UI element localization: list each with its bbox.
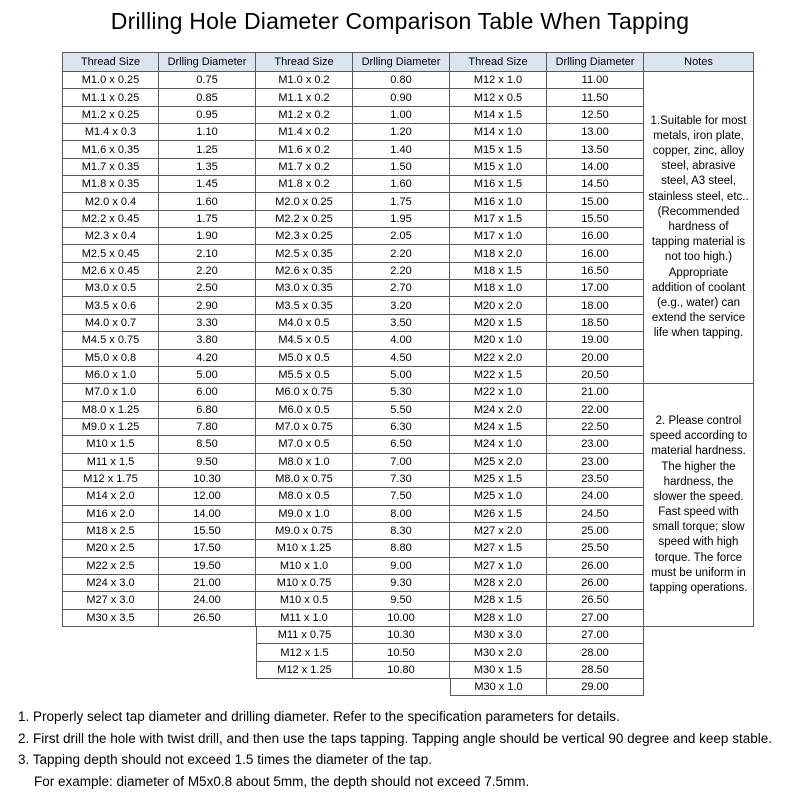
drill-diameter-cell: 17.50 xyxy=(159,540,256,557)
thread-size-cell: M2.6 x 0.45 xyxy=(62,263,159,280)
thread-size-cell: M18 x 1.0 xyxy=(450,280,547,297)
drill-diameter-cell: 5.00 xyxy=(353,367,450,384)
drill-diameter-cell: 21.00 xyxy=(547,384,644,401)
thread-size-cell: M8.0 x 0.75 xyxy=(256,471,353,488)
drill-diameter-cell: 5.00 xyxy=(159,367,256,384)
drill-diameter-cell: 26.00 xyxy=(547,558,644,575)
drill-diameter-cell: 19.50 xyxy=(159,558,256,575)
drill-diameter-cell: 1.40 xyxy=(353,141,450,158)
col-header-thread-size: Thread Size xyxy=(62,52,159,72)
drill-diameter-cell: 7.00 xyxy=(353,454,450,471)
notes-cell-1: 1.Suitable for most metals, iron plate, copper, zinc, alloy steel, abrasive steel, A3 steel, stainless steel, etc..(Recommended hardness of tapping material is not too high.) Appropriate addition of coolant (e.g., water) can extend the service life when tapping. xyxy=(644,72,754,384)
drill-diameter-cell: 3.30 xyxy=(159,315,256,332)
drill-diameter-cell: 10.30 xyxy=(353,627,450,644)
thread-size-cell: M1.1 x 0.25 xyxy=(62,89,159,106)
thread-size-cell: M25 x 1.5 xyxy=(450,471,547,488)
drill-diameter-cell: 4.50 xyxy=(353,350,450,367)
thread-size-cell: M27 x 3.0 xyxy=(62,592,159,609)
thread-size-cell: M1.6 x 0.2 xyxy=(256,141,353,158)
thread-size-cell: M22 x 2.5 xyxy=(62,558,159,575)
drill-diameter-cell: 2.10 xyxy=(159,245,256,262)
thread-size-cell: M16 x 2.0 xyxy=(62,506,159,523)
drill-diameter-cell: 26.50 xyxy=(547,592,644,609)
drill-diameter-cell: 1.45 xyxy=(159,176,256,193)
thread-size-cell: M1.4 x 0.3 xyxy=(62,124,159,141)
drill-diameter-cell: 28.50 xyxy=(547,662,644,679)
thread-size-cell: M2.3 x 0.25 xyxy=(256,228,353,245)
thread-size-cell: M15 x 1.0 xyxy=(450,159,547,176)
thread-size-cell: M7.0 x 0.5 xyxy=(256,436,353,453)
drill-diameter-cell: 3.50 xyxy=(353,315,450,332)
col-header-thread-size: Thread Size xyxy=(450,52,547,72)
drill-diameter-cell: 24.00 xyxy=(159,592,256,609)
thread-size-cell: M1.2 x 0.25 xyxy=(62,107,159,124)
drill-diameter-cell: 1.60 xyxy=(353,176,450,193)
thread-size-cell: M11 x 1.0 xyxy=(256,610,353,627)
drill-diameter-cell: 28.00 xyxy=(547,644,644,661)
drill-diameter-cell: 24.00 xyxy=(547,488,644,505)
thread-size-cell: M26 x 1.5 xyxy=(450,506,547,523)
drill-diameter-cell: 12.00 xyxy=(159,488,256,505)
thread-size-cell: M24 x 1.5 xyxy=(450,419,547,436)
thread-size-cell: M24 x 1.0 xyxy=(450,436,547,453)
footnote-example: For example: diameter of M5x0.8 about 5mm, the depth should not exceed 7.5mm. xyxy=(34,773,530,789)
thread-size-cell: M1.7 x 0.35 xyxy=(62,159,159,176)
thread-size-cell: M3.5 x 0.35 xyxy=(256,297,353,314)
drill-diameter-cell: 10.00 xyxy=(353,610,450,627)
drill-diameter-cell: 0.80 xyxy=(353,72,450,89)
drill-diameter-cell: 9.30 xyxy=(353,575,450,592)
thread-size-cell: M17 x 1.5 xyxy=(450,211,547,228)
drill-diameter-cell: 0.95 xyxy=(159,107,256,124)
drill-diameter-cell: 1.25 xyxy=(159,141,256,158)
thread-size-cell: M10 x 1.0 xyxy=(256,558,353,575)
thread-size-cell: M20 x 1.5 xyxy=(450,315,547,332)
thread-size-cell: M25 x 1.0 xyxy=(450,488,547,505)
thread-size-cell: M14 x 1.0 xyxy=(450,124,547,141)
drill-diameter-cell: 4.20 xyxy=(159,350,256,367)
drill-diameter-cell: 27.00 xyxy=(547,627,644,644)
drill-diameter-cell: 11.00 xyxy=(547,72,644,89)
thread-size-cell: M12 x 0.5 xyxy=(450,89,547,106)
drill-diameter-cell: 22.50 xyxy=(547,419,644,436)
thread-size-cell: M27 x 2.0 xyxy=(450,523,547,540)
drill-diameter-cell: 4.00 xyxy=(353,332,450,349)
thread-size-cell: M4.0 x 0.7 xyxy=(62,315,159,332)
footnote-1: 1. Properly select tap diameter and drilling diameter. Refer to the specification parameters for details. xyxy=(18,709,620,724)
thread-size-cell: M30 x 2.0 xyxy=(450,644,547,661)
drill-diameter-cell: 29.00 xyxy=(547,679,644,696)
drill-diameter-cell: 1.75 xyxy=(353,193,450,210)
drill-diameter-cell: 1.35 xyxy=(159,159,256,176)
thread-size-cell: M7.0 x 1.0 xyxy=(62,384,159,401)
drill-diameter-cell: 0.90 xyxy=(353,89,450,106)
drill-diameter-cell: 26.50 xyxy=(159,610,256,627)
drill-diameter-cell: 2.50 xyxy=(159,280,256,297)
thread-size-cell: M16 x 1.0 xyxy=(450,193,547,210)
thread-size-cell: M14 x 2.0 xyxy=(62,488,159,505)
drill-diameter-cell: 18.00 xyxy=(547,297,644,314)
drill-diameter-cell: 0.85 xyxy=(159,89,256,106)
drill-diameter-cell: 9.50 xyxy=(159,454,256,471)
drill-diameter-cell: 22.00 xyxy=(547,402,644,419)
thread-size-cell: M2.0 x 0.25 xyxy=(256,193,353,210)
thread-size-cell: M8.0 x 0.5 xyxy=(256,488,353,505)
drill-diameter-cell: 2.20 xyxy=(353,263,450,280)
thread-size-cell: M3.0 x 0.35 xyxy=(256,280,353,297)
drill-diameter-cell: 1.00 xyxy=(353,107,450,124)
thread-size-cell: M28 x 2.0 xyxy=(450,575,547,592)
thread-size-cell: M18 x 2.5 xyxy=(62,523,159,540)
thread-size-cell: M24 x 2.0 xyxy=(450,402,547,419)
drill-diameter-cell: 10.50 xyxy=(353,644,450,661)
drill-diameter-cell: 25.50 xyxy=(547,540,644,557)
drill-diameter-cell: 3.20 xyxy=(353,297,450,314)
notes-cell-2: 2. Please control speed according to material hardness. The higher the hardness, the slower the speed. Fast speed with small torque; slow speed with high torque. The force must be uniform in tapping operations. xyxy=(644,384,754,627)
thread-size-cell: M22 x 2.0 xyxy=(450,350,547,367)
thread-size-cell: M1.1 x 0.2 xyxy=(256,89,353,106)
drill-diameter-cell: 2.05 xyxy=(353,228,450,245)
thread-size-cell: M8.0 x 1.25 xyxy=(62,402,159,419)
thread-size-cell: M9.0 x 1.25 xyxy=(62,419,159,436)
thread-size-cell: M24 x 3.0 xyxy=(62,575,159,592)
col-header-drilling-diameter: Drlling Diameter xyxy=(353,52,450,72)
thread-size-cell: M2.5 x 0.35 xyxy=(256,245,353,262)
col-header-notes: Notes xyxy=(644,52,754,72)
drill-diameter-cell: 2.20 xyxy=(353,245,450,262)
thread-size-cell: M27 x 1.0 xyxy=(450,558,547,575)
thread-size-cell: M1.6 x 0.35 xyxy=(62,141,159,158)
col-header-thread-size: Thread Size xyxy=(256,52,353,72)
thread-size-cell: M1.0 x 0.25 xyxy=(62,72,159,89)
thread-size-cell: M28 x 1.5 xyxy=(450,592,547,609)
thread-size-cell: M9.0 x 1.0 xyxy=(256,506,353,523)
drill-diameter-cell: 10.30 xyxy=(159,471,256,488)
drill-diameter-cell: 2.70 xyxy=(353,280,450,297)
thread-size-cell: M25 x 2.0 xyxy=(450,454,547,471)
drill-diameter-cell: 20.00 xyxy=(547,350,644,367)
drill-diameter-cell: 16.00 xyxy=(547,245,644,262)
drill-diameter-cell: 6.50 xyxy=(353,436,450,453)
thread-size-cell: M11 x 0.75 xyxy=(256,627,353,644)
thread-size-cell: M1.2 x 0.2 xyxy=(256,107,353,124)
drill-diameter-cell: 23.00 xyxy=(547,436,644,453)
drill-diameter-cell: 18.50 xyxy=(547,315,644,332)
drill-diameter-cell: 2.90 xyxy=(159,297,256,314)
drill-diameter-cell: 24.50 xyxy=(547,506,644,523)
drill-diameter-cell: 10.80 xyxy=(353,662,450,679)
page-title: Drilling Hole Diameter Comparison Table When Tapping xyxy=(110,8,690,34)
thread-size-cell: M5.5 x 0.5 xyxy=(256,367,353,384)
drill-diameter-cell: 14.00 xyxy=(159,506,256,523)
thread-size-cell: M12 x 1.25 xyxy=(256,662,353,679)
drill-diameter-cell: 14.50 xyxy=(547,176,644,193)
thread-size-cell: M2.5 x 0.45 xyxy=(62,245,159,262)
thread-size-cell: M10 x 0.5 xyxy=(256,592,353,609)
drill-diameter-cell: 23.50 xyxy=(547,471,644,488)
thread-size-cell: M2.0 x 0.4 xyxy=(62,193,159,210)
footnotes xyxy=(18,709,772,795)
drill-diameter-cell: 9.50 xyxy=(353,592,450,609)
drill-diameter-cell: 1.10 xyxy=(159,124,256,141)
thread-size-cell: M30 x 1.0 xyxy=(450,679,547,696)
drill-diameter-cell: 5.30 xyxy=(353,384,450,401)
thread-size-cell: M8.0 x 1.0 xyxy=(256,454,353,471)
drill-diameter-cell: 0.75 xyxy=(159,72,256,89)
drill-diameter-cell: 1.90 xyxy=(159,228,256,245)
drill-diameter-cell: 14.00 xyxy=(547,159,644,176)
thread-size-cell: M1.8 x 0.35 xyxy=(62,176,159,193)
drill-diameter-cell: 7.30 xyxy=(353,471,450,488)
thread-size-cell: M4.5 x 0.75 xyxy=(62,332,159,349)
thread-size-cell: M4.5 x 0.5 xyxy=(256,332,353,349)
drill-diameter-cell: 16.00 xyxy=(547,228,644,245)
footnote-2: 2. First drill the hole with twist drill, and then use the taps tapping. Tapping angle should be vertical 90 degree and keep stable. xyxy=(18,730,772,746)
thread-size-cell: M16 x 1.5 xyxy=(450,176,547,193)
drill-diameter-cell: 9.00 xyxy=(353,558,450,575)
thread-size-cell: M4.0 x 0.5 xyxy=(256,315,353,332)
thread-size-cell: M18 x 2.0 xyxy=(450,245,547,262)
drill-diameter-cell: 13.50 xyxy=(547,141,644,158)
drill-diameter-cell: 16.50 xyxy=(547,263,644,280)
drill-diameter-cell: 8.00 xyxy=(353,506,450,523)
thread-size-cell: M2.2 x 0.25 xyxy=(256,211,353,228)
thread-size-cell: M20 x 2.5 xyxy=(62,540,159,557)
thread-size-cell: M1.4 x 0.2 xyxy=(256,124,353,141)
thread-size-cell: M1.0 x 0.2 xyxy=(256,72,353,89)
thread-size-cell: M6.0 x 0.5 xyxy=(256,402,353,419)
thread-size-cell: M3.5 x 0.6 xyxy=(62,297,159,314)
drill-diameter-cell: 6.80 xyxy=(159,402,256,419)
drill-diameter-cell: 1.95 xyxy=(353,211,450,228)
drill-diameter-cell: 1.20 xyxy=(353,124,450,141)
col-header-drilling-diameter: Drlling Diameter xyxy=(159,52,256,72)
drill-diameter-cell: 1.60 xyxy=(159,193,256,210)
thread-size-cell: M7.0 x 0.75 xyxy=(256,419,353,436)
thread-size-cell: M12 x 1.75 xyxy=(62,471,159,488)
thread-size-cell: M3.0 x 0.5 xyxy=(62,280,159,297)
thread-size-cell: M30 x 1.5 xyxy=(450,662,547,679)
drill-diameter-cell: 26.00 xyxy=(547,575,644,592)
thread-size-cell: M30 x 3.5 xyxy=(62,610,159,627)
drill-diameter-cell: 15.00 xyxy=(547,193,644,210)
thread-size-cell: M17 x 1.0 xyxy=(450,228,547,245)
thread-size-cell: M5.0 x 0.8 xyxy=(62,350,159,367)
thread-size-cell: M2.3 x 0.4 xyxy=(62,228,159,245)
thread-size-cell: M1.8 x 0.2 xyxy=(256,176,353,193)
thread-size-cell: M1.7 x 0.2 xyxy=(256,159,353,176)
thread-size-cell: M10 x 0.75 xyxy=(256,575,353,592)
thread-size-cell: M12 x 1.5 xyxy=(256,644,353,661)
thread-size-cell: M20 x 2.0 xyxy=(450,297,547,314)
thread-size-cell: M9.0 x 0.75 xyxy=(256,523,353,540)
thread-size-cell: M15 x 1.5 xyxy=(450,141,547,158)
drill-diameter-cell: 27.00 xyxy=(547,610,644,627)
drill-diameter-cell: 1.50 xyxy=(353,159,450,176)
drill-diameter-cell: 8.30 xyxy=(353,523,450,540)
thread-size-cell: M18 x 1.5 xyxy=(450,263,547,280)
thread-size-cell: M10 x 1.5 xyxy=(62,436,159,453)
drill-diameter-cell: 5.50 xyxy=(353,402,450,419)
comparison-table xyxy=(62,52,754,696)
footnote-3: 3. Tapping depth should not exceed 1.5 times the diameter of the tap. xyxy=(18,752,433,767)
drill-diameter-cell: 6.30 xyxy=(353,419,450,436)
drill-diameter-cell: 21.00 xyxy=(159,575,256,592)
thread-size-cell: M6.0 x 0.75 xyxy=(256,384,353,401)
drill-diameter-cell: 15.50 xyxy=(159,523,256,540)
drill-diameter-cell: 13.00 xyxy=(547,124,644,141)
drill-diameter-cell: 7.50 xyxy=(353,488,450,505)
drill-diameter-cell: 2.20 xyxy=(159,263,256,280)
thread-size-cell: M27 x 1.5 xyxy=(450,540,547,557)
thread-size-cell: M14 x 1.5 xyxy=(450,107,547,124)
drill-diameter-cell: 19.00 xyxy=(547,332,644,349)
drill-diameter-cell: 25.00 xyxy=(547,523,644,540)
thread-size-cell: M2.6 x 0.35 xyxy=(256,263,353,280)
drill-diameter-cell: 23.00 xyxy=(547,454,644,471)
drill-diameter-cell: 20.50 xyxy=(547,367,644,384)
thread-size-cell: M2.2 x 0.45 xyxy=(62,211,159,228)
drill-diameter-cell: 11.50 xyxy=(547,89,644,106)
thread-size-cell: M11 x 1.5 xyxy=(62,454,159,471)
thread-size-cell: M22 x 1.0 xyxy=(450,384,547,401)
thread-size-cell: M30 x 3.0 xyxy=(450,627,547,644)
drill-diameter-cell: 8.50 xyxy=(159,436,256,453)
thread-size-cell: M20 x 1.0 xyxy=(450,332,547,349)
drill-diameter-cell: 6.00 xyxy=(159,384,256,401)
thread-size-cell: M5.0 x 0.5 xyxy=(256,350,353,367)
drill-diameter-cell: 3.80 xyxy=(159,332,256,349)
thread-size-cell: M22 x 1.5 xyxy=(450,367,547,384)
thread-size-cell: M10 x 1.25 xyxy=(256,540,353,557)
col-header-drilling-diameter: Drlling Diameter xyxy=(547,52,644,72)
drill-diameter-cell: 17.00 xyxy=(547,280,644,297)
thread-size-cell: M12 x 1.0 xyxy=(450,72,547,89)
drill-diameter-cell: 1.75 xyxy=(159,211,256,228)
drill-diameter-cell: 12.50 xyxy=(547,107,644,124)
thread-size-cell: M28 x 1.0 xyxy=(450,610,547,627)
drill-diameter-cell: 15.50 xyxy=(547,211,644,228)
drill-diameter-cell: 8.80 xyxy=(353,540,450,557)
drill-diameter-cell: 7.80 xyxy=(159,419,256,436)
thread-size-cell: M6.0 x 1.0 xyxy=(62,367,159,384)
